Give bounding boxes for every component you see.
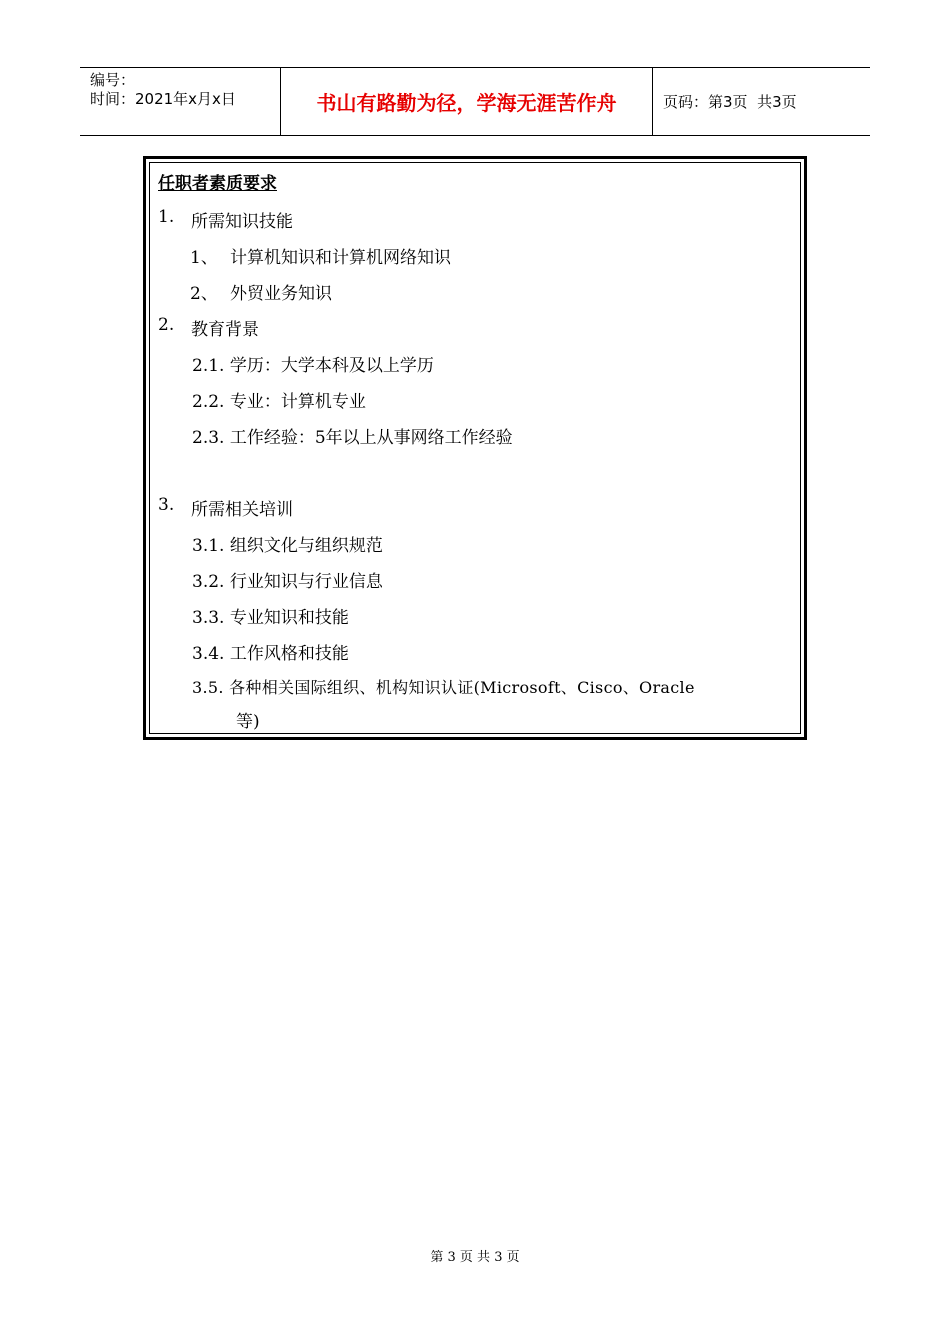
page-footer: [0, 1246, 950, 1265]
item-text: 教育背景: [191, 320, 259, 340]
item-number: 3.: [158, 495, 175, 515]
item-number: 1.: [158, 207, 175, 227]
item-number: 2.: [158, 315, 175, 335]
page-header: [80, 67, 870, 136]
header-motto: [281, 68, 653, 135]
header-meta: [80, 68, 281, 135]
knowledge-text: 计算机知识和计算机网络知识: [230, 248, 451, 268]
motto-text: 书山有路勤为径，学海无涯苦作舟: [316, 91, 617, 115]
knowledge-number: 2、: [190, 284, 218, 304]
knowledge-text: 外贸业务知识: [230, 284, 332, 304]
education-item: 2.1. 学历：大学本科及以上学历: [192, 356, 434, 376]
header-page-info: [653, 68, 870, 135]
education-item: 2.3. 工作经验：5年以上从事网络工作经验: [192, 428, 513, 448]
training-item-continued: 等): [236, 712, 260, 732]
training-item: 3.1. 组织文化与组织规范: [192, 536, 383, 556]
doc-date-label: 时间：2021年x月x日: [90, 90, 236, 108]
education-item: 2.2. 专业：计算机专业: [192, 392, 366, 412]
item-text: 所需知识技能: [191, 212, 293, 232]
requirements-box-inner: [149, 162, 801, 734]
page-label: 页码：第3页 共3页: [663, 93, 797, 111]
footer-page-number: 第 3 页 共 3 页: [430, 1250, 520, 1265]
requirements-box: [143, 156, 807, 740]
training-item: 3.2. 行业知识与行业信息: [192, 572, 383, 592]
doc-id-label: 编号：: [90, 71, 136, 89]
knowledge-number: 1、: [190, 248, 218, 268]
section-title: 任职者素质要求: [158, 174, 277, 194]
training-item: 3.3. 专业知识和技能: [192, 608, 349, 628]
training-item: 3.5. 各种相关国际组织、机构知识认证(Microsoft、Cisco、Oracle: [192, 678, 695, 697]
item-text: 所需相关培训: [191, 500, 293, 520]
training-item: 3.4. 工作风格和技能: [192, 644, 349, 664]
